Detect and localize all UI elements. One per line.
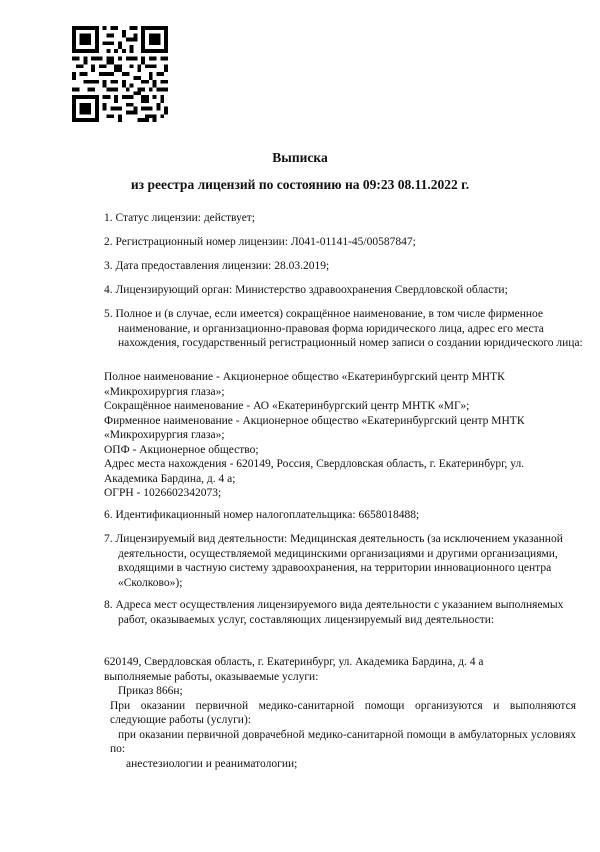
works-sub: при оказании первичной доврачебной медико-санитарной помощи в амбулаторных условиях по: <box>110 728 576 755</box>
org-firm-name: Фирменное наименование - Акционерное общество «Екатеринбургский центр МНТК «Микрохирургия глаза»; <box>104 414 525 441</box>
works-primary: При оказании первичной медико-санитарной помощи организуются и выполняются следующие работы (услуги): <box>110 699 576 726</box>
item-activity-addresses: 8. Адреса мест осуществления лицензируемого вида деятельности с указанием выполняемых работ, оказываемых услуг, составляющих лицензируемый вид деятельности: <box>104 599 564 626</box>
qr-code-icon <box>72 26 168 122</box>
org-full-name: Полное наименование - Акционерное общество «Екатеринбургский центр МНТК «Микрохирургия глаза»; <box>104 371 505 398</box>
works-details <box>104 655 576 771</box>
works-address: 620149, Свердловская область, г. Екатеринбург, ул. Академика Бардина, д. 4 а <box>104 656 484 668</box>
works-service: анестезиологии и реаниматологии; <box>126 757 298 770</box>
document-subtitle: из реестра лицензий по состоянию на 09:23 08.11.2022 г. <box>130 177 470 192</box>
org-legal-form: ОПФ - Акционерное общество; <box>104 443 259 456</box>
item-licensing-authority: 4. Лицензирующий орган: Министерство здравоохранения Свердловской области; <box>104 284 508 296</box>
org-address: Адрес места нахождения - 620149, Россия, Свердловская область, г. Екатеринбург, ул. Академика Бардина, д. 4 а; <box>104 458 525 485</box>
works-order: Приказ 866н; <box>118 685 183 697</box>
item-inn: 6. Идентификационный номер налогоплательщика: 6658018488; <box>104 509 420 521</box>
works-label: выполняемые работы, оказываемые услуги: <box>104 670 319 683</box>
item-organization-heading: 5. Полное и (в случае, если имеется) сокращённое наименование, в том числе фирменное наименование, и организационно-правовая форма юридического лица, адрес его места нахождения, государственный регистрационный номер записи о создании юридического лица: <box>104 308 583 349</box>
item-registration-number: 2. Регистрационный номер лицензии: Л041-01141-45/00587847; <box>104 236 416 248</box>
org-ogrn: ОГРН - 1026602342073; <box>104 487 222 499</box>
organization-details <box>104 370 576 501</box>
item-license-status: 1. Статус лицензии: действует; <box>104 212 256 224</box>
org-short-name: Сокращённое наименование - АО «Екатеринбургский центр МНТК «МГ»; <box>104 400 470 412</box>
item-license-date: 3. Дата предоставления лицензии: 28.03.2019; <box>104 260 330 272</box>
item-activity-type: 7. Лицензируемый вид деятельности: Медицинская деятельность (за исключением указанной деятельности, осуществляемой медицинскими организациями и другими организациями, входящими в частную систему здравоохранения, на территории инновационного центра «Сколково»); <box>104 533 563 589</box>
document-title: Выписка <box>272 150 328 165</box>
